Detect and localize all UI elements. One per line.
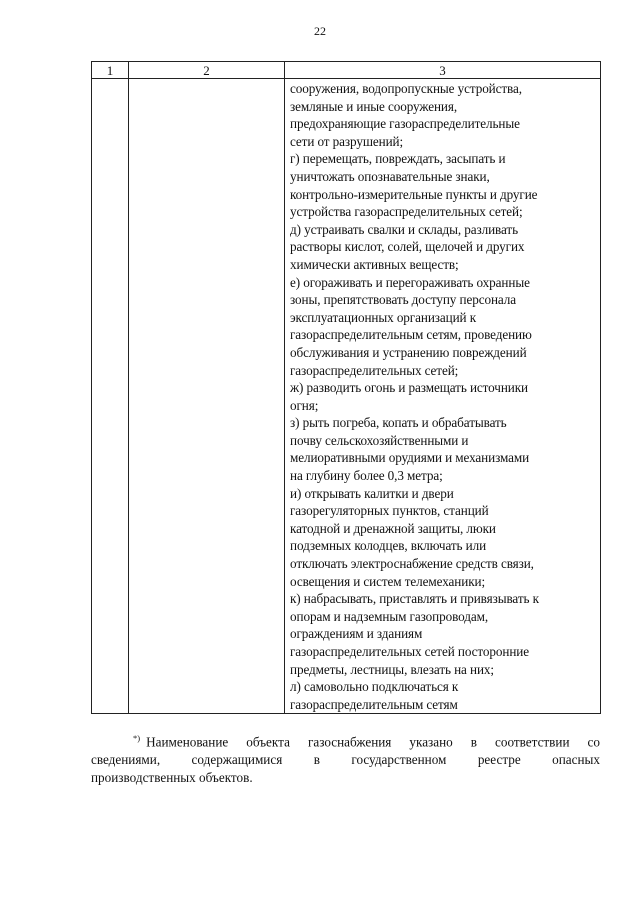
cell-column-2: [129, 79, 285, 714]
footnote-line: сведениями, содержащимися в государственном реестре опасных: [91, 752, 600, 768]
table-row: [92, 79, 601, 714]
footnote-text: Наименование объекта газоснабжения указано в соответствии со: [146, 734, 600, 750]
text-line: к) набрасывать, приставлять и привязывать к: [290, 591, 539, 607]
text-line: г) перемещать, повреждать, засыпать и: [290, 151, 506, 167]
text-line: химически активных веществ;: [290, 256, 459, 272]
footnote-line: [101, 729, 600, 751]
text-line: газораспределительных сетей;: [290, 362, 459, 378]
text-line: л) самовольно подключаться к: [290, 679, 459, 695]
text-line: катодной и дренажной защиты, люки: [290, 520, 496, 536]
text-line: отключать электроснабжение средств связи,: [290, 556, 534, 572]
text-line: газорегуляторных пунктов, станций: [290, 503, 489, 519]
text-line: эксплуатационных организаций к: [290, 309, 477, 325]
footnote: [91, 729, 600, 787]
text-line: газораспределительным сетям, проведению: [290, 327, 532, 343]
table-header-row: [92, 62, 601, 79]
text-line: растворы кислот, солей, щелочей и других: [290, 239, 525, 255]
text-line: уничтожать опознавательные знаки,: [290, 168, 490, 184]
footnote-line: производственных объектов.: [91, 770, 253, 786]
text-line: газораспределительным сетям: [290, 696, 458, 712]
text-line: сооружения, водопропускные устройства,: [290, 81, 522, 96]
text-line: газораспределительных сетей посторонние: [290, 644, 530, 659]
text-line: обслуживания и устранению повреждений: [290, 344, 527, 360]
text-line: освещения и систем телемеханики;: [290, 573, 486, 589]
text-line: е) огораживать и перегораживать охранные: [290, 274, 530, 290]
text-line: предметы, лестницы, влезать на них;: [290, 661, 494, 677]
text-line: контрольно-измерительные пункты и другие: [290, 186, 538, 202]
text-line: и) открывать калитки и двери: [290, 485, 454, 501]
text-line: мелиоративными орудиями и механизмами: [290, 450, 530, 466]
page-number: 22: [314, 24, 326, 38]
text-line: на глубину более 0,3 метра;: [290, 468, 443, 484]
text-line: сети от разрушений;: [290, 133, 404, 149]
column-header-1: 1: [92, 62, 129, 79]
column-header-2: 2: [129, 62, 285, 79]
text-line: предохраняющие газораспределительные: [290, 116, 520, 132]
text-line: подземных колодцев, включать или: [290, 538, 487, 554]
text-line: ж) разводить огонь и размещать источники: [290, 380, 529, 396]
text-line: огня;: [290, 397, 319, 413]
text-line: з) рыть погреба, копать и обрабатывать: [290, 415, 507, 431]
text-line: опорам и надземным газопроводам,: [290, 608, 489, 624]
text-line: ограждениям и зданиям: [290, 626, 423, 642]
text-line: зоны, препятствовать доступу персонала: [290, 292, 517, 308]
column-header-3: 3: [285, 62, 601, 79]
content-table: [91, 61, 601, 714]
cell-column-1: [92, 79, 129, 714]
footnote-marker: *): [133, 733, 141, 743]
text-line: д) устраивать свалки и склады, разливать: [290, 221, 518, 237]
text-line: почву сельскохозяйственными и: [290, 432, 469, 448]
text-line: земляные и иные сооружения,: [290, 98, 458, 114]
text-line: устройства газораспределительных сетей;: [290, 204, 523, 220]
cell-column-3: [285, 79, 601, 714]
